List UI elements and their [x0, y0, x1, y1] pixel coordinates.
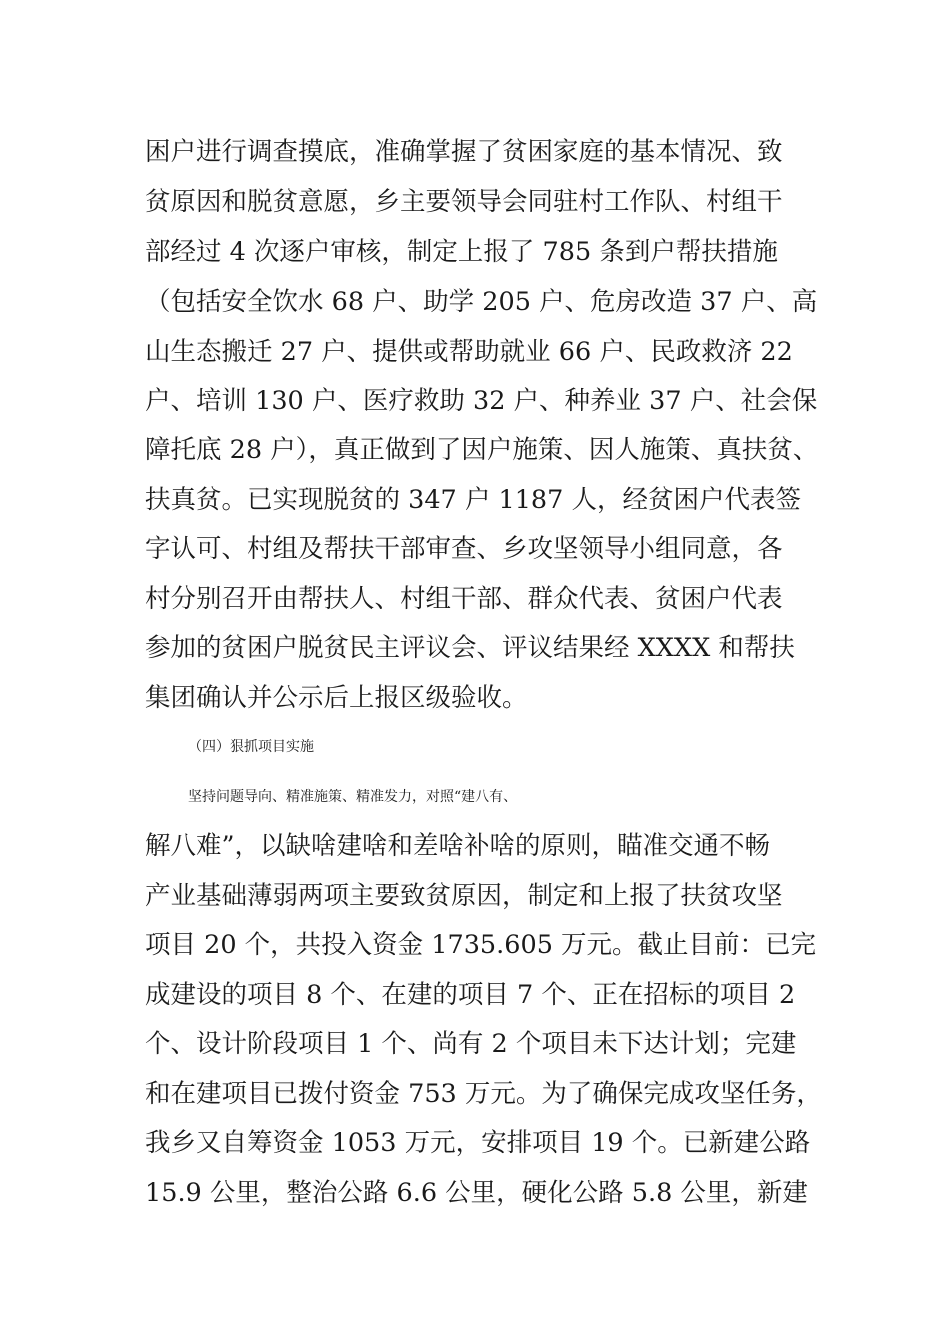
paragraph-line: （包括安全饮水 68 户、助学 205 户、危房改造 37 户、高: [145, 287, 818, 317]
paragraph-line: 字认可、村组及帮扶干部审查、乡攻坚领导小组同意，各: [145, 534, 783, 564]
paragraph-line: 项目 20 个，共投入资金 1735.605 万元。截止目前：已完: [145, 930, 817, 960]
paragraph-line: 扶真贫。已实现脱贫的 347 户 1187 人，经贫困户代表签: [145, 485, 801, 515]
paragraph-line: 参加的贫困户脱贫民主评议会、评议结果经 XXXX 和帮扶: [145, 633, 795, 663]
paragraph-line: 成建设的项目 8 个、在建的项目 7 个、正在招标的项目 2: [145, 980, 796, 1010]
paragraph-line: 产业基础薄弱两项主要致贫原因，制定和上报了扶贫攻坚: [145, 881, 783, 911]
paragraph-line: 贫原因和脱贫意愿，乡主要领导会同驻村工作队、村组干: [145, 187, 783, 217]
paragraph-line: 坚持问题导向、精准施策、精准发力，对照“建八有、: [188, 789, 518, 805]
section-heading: （四）狠抓项目实施: [188, 739, 314, 755]
paragraph-line: 障托底 28 户），真正做到了因户施策、因人施策、真扶贫、: [145, 435, 819, 465]
paragraph-line: 困户进行调查摸底，准确掌握了贫困家庭的基本情况、致: [145, 137, 783, 167]
paragraph-line: 15.9 公里，整治公路 6.6 公里，硬化公路 5.8 公里，新建: [145, 1178, 808, 1208]
paragraph-line: 山生态搬迁 27 户、提供或帮助就业 66 户、民政救济 22: [145, 337, 793, 367]
paragraph-line: 解八难”，以缺啥建啥和差啥补啥的原则，瞄准交通不畅: [145, 831, 771, 861]
paragraph-line: 村分别召开由帮扶人、村组干部、群众代表、贫困户代表: [145, 584, 783, 614]
paragraph-line: 户、培训 130 户、医疗救助 32 户、种养业 37 户、社会保: [145, 386, 818, 416]
paragraph-line: 部经过 4 次逐户审核，制定上报了 785 条到户帮扶措施: [145, 237, 778, 267]
paragraph-line: 集团确认并公示后上报区级验收。: [145, 683, 528, 713]
paragraph-line: 和在建项目已拨付资金 753 万元。为了确保完成攻坚任务，: [145, 1079, 822, 1109]
paragraph-line: 我乡又自筹资金 1053 万元，安排项目 19 个。已新建公路: [145, 1128, 811, 1158]
paragraph-line: 个、设计阶段项目 1 个、尚有 2 个项目未下达计划；完建: [145, 1029, 797, 1059]
